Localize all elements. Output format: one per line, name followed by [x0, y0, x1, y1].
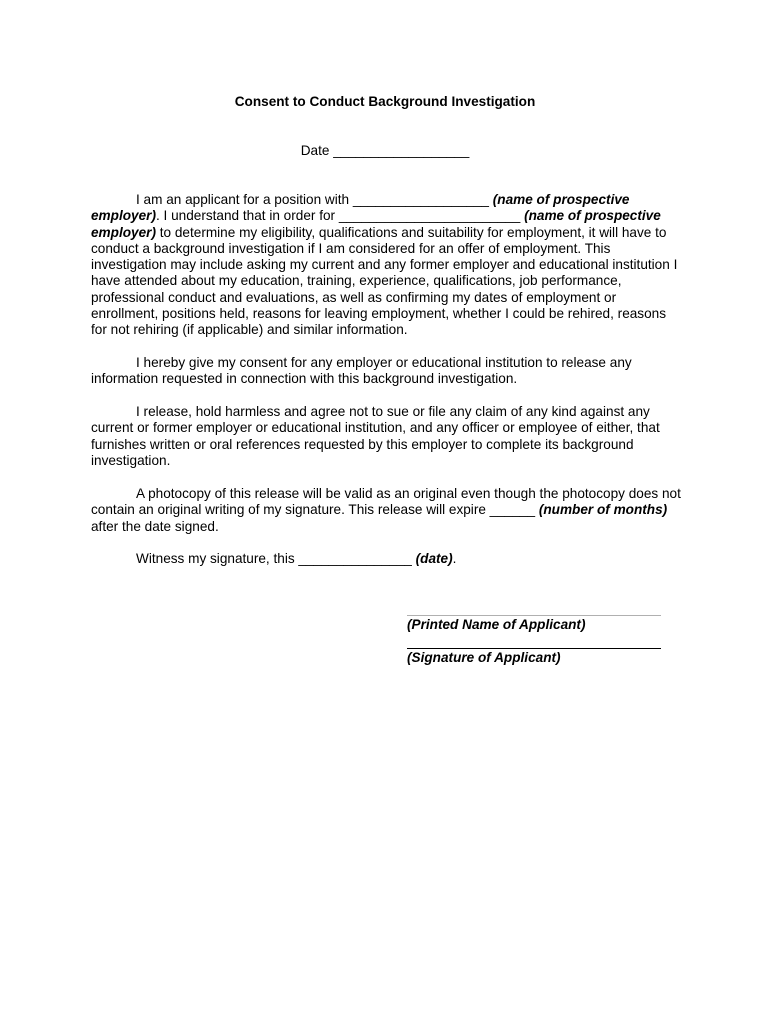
paragraph-release-consent: I hereby give my consent for any employer or educational institution to release any information requested in connection with this background investigation. — [91, 355, 632, 387]
witness-text-a: Witness my signature, this _______________ — [136, 551, 416, 566]
paragraph-hold-harmless: I release, hold harmless and agree not to sue or file any claim of any kind against any current or former employer or educational institution, and any officer or employee of either, that furnishes written or oral references requested by this employer to complete its background investigation. — [91, 404, 660, 468]
paragraph-applicant-consent — [91, 192, 681, 339]
witness-text-b: . — [452, 551, 457, 566]
paragraph-4-text-b: after the date signed. — [91, 518, 219, 534]
date-line: Date __________________ — [300, 143, 470, 158]
paragraph-photocopy-validity — [91, 486, 681, 535]
printed-name-caption: (Printed Name of Applicant) — [407, 617, 586, 632]
prospective-employer-hint-1: (name of prospective employer) — [91, 192, 630, 224]
witness-date-hint: (date) — [415, 551, 453, 566]
paragraph-1-text-c: to determine my eligibility, qualifications and suitability for employment, it will have to conduct a background investigation if I am considered for an offer of employment. This investigation may include asking my current and any former employer and educational institution I have attended about my education, training, experience, qualifications, job performance, professional conduct and evaluations, as well as confirming my dates of employment or enrollment, positions held, reasons for leaving employment, whether I could be rehired, reasons for not rehiring (if applicable) and similar information. — [91, 224, 678, 338]
paragraph-1-text-a: I am an applicant for a position with __________________ — [136, 192, 493, 207]
signature-line — [407, 648, 661, 649]
witness-line — [136, 551, 681, 567]
paragraph-4-text-a: A photocopy of this release will be valid as an original even though the photocopy does not contain an original writing of my signature. This release will expire ______ — [91, 486, 681, 518]
signature-caption: (Signature of Applicant) — [407, 650, 561, 665]
number-of-months-hint: (number of months) — [538, 502, 668, 518]
printed-name-line — [407, 615, 661, 616]
document-title: Consent to Conduct Background Investigation — [234, 94, 536, 109]
prospective-employer-hint-2: (name of prospective employer) — [91, 208, 661, 240]
paragraph-1-text-b: . I understand that in order for ________________________ — [155, 208, 525, 224]
